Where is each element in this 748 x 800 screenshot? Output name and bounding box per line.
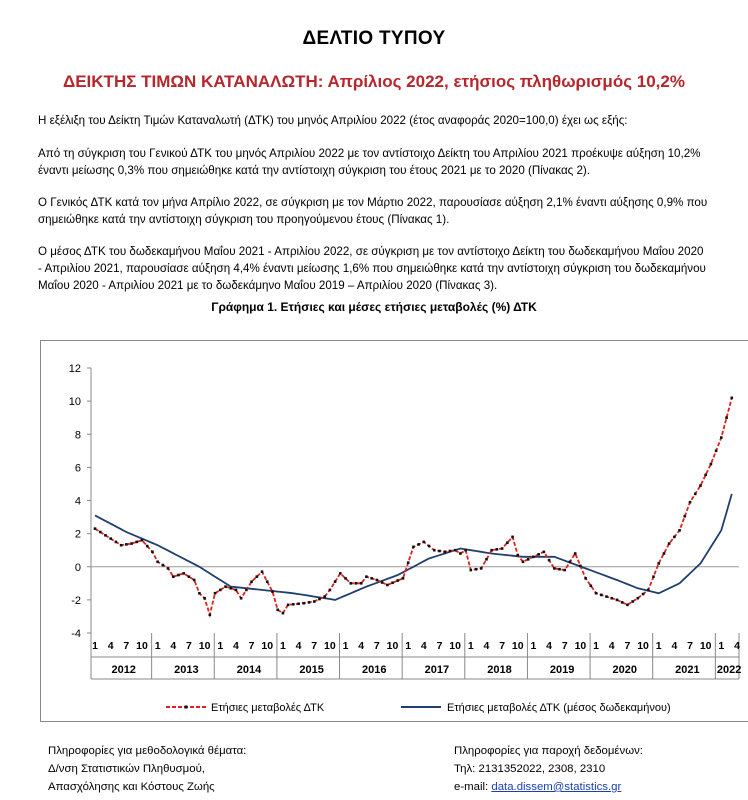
x-month-label: 4 [546, 640, 553, 652]
series-annual-point [574, 552, 577, 555]
series-annual-point [579, 565, 582, 568]
paragraph-3-line-1: Ο μέσος ΔΤΚ του δωδεκαμήνου Μαΐου 2021 - Απριλίου 2022, σε σύγκριση με τον αντίστοιχο Δείκτη του δωδεκαμήνου Μαΐου 2020 [38, 245, 704, 258]
series-annual-point [522, 560, 525, 563]
series-annual-point [595, 592, 598, 595]
paragraph-3-line-2: - Απριλίου 2021, παρουσίασε αύξηση 4,4% έναντι μείωσης 1,6% που σημειώθηκε κατά την αντίστοιχη σύγκριση του δωδεκαμήνου [38, 262, 706, 275]
series-annual-point [506, 541, 509, 544]
series-annual-point [276, 609, 279, 612]
series-annual-point [720, 436, 723, 439]
series-annual-point [381, 581, 384, 584]
paragraph-2-line-2: σημειώθηκε κατά την αντίστοιχη σύγκριση του προηγούμενου έτους (Πίνακας 1). [38, 213, 450, 226]
series-annual-point [177, 574, 180, 577]
series-annual-point [130, 542, 133, 545]
series-annual-point [167, 567, 170, 570]
series-annual-point [334, 580, 337, 583]
series-annual-point [715, 450, 718, 453]
series-annual-point [99, 531, 102, 534]
y-tick-label: 8 [74, 429, 81, 442]
series-annual-point [663, 552, 666, 555]
series-annual-point [631, 600, 634, 603]
x-year-label: 2012 [111, 664, 136, 676]
series-annual-point [339, 572, 342, 575]
series-annual-point [454, 549, 457, 552]
x-year-label: 2016 [362, 664, 387, 676]
series-annual-point [433, 549, 436, 552]
series-annual-point [219, 589, 222, 592]
series-annual-point [370, 577, 373, 580]
x-year-label: 2019 [549, 664, 575, 676]
y-tick-label: 12 [68, 363, 81, 375]
series-annual-point [214, 592, 217, 595]
series-annual-point [229, 587, 232, 590]
series-annual-point [485, 558, 488, 561]
series-annual-point [355, 582, 358, 585]
x-month-label: 4 [734, 640, 740, 652]
x-month-label: 1 [217, 640, 224, 652]
series-annual-point [104, 534, 107, 537]
series-annual-point [699, 484, 702, 487]
x-month-label: 4 [358, 640, 365, 652]
series-annual-point [188, 575, 191, 578]
footer-email-row [454, 778, 643, 796]
series-annual-point [224, 585, 227, 588]
x-month-label: 1 [92, 640, 98, 652]
series-annual-point [156, 560, 159, 563]
x-month-label: 1 [655, 640, 662, 652]
series-annual-point [464, 549, 467, 552]
series-annual-point [470, 569, 473, 572]
series-annual-point [496, 548, 499, 551]
series-annual-point [647, 589, 650, 592]
x-month-label: 7 [123, 640, 130, 652]
series-annual-point [558, 568, 561, 571]
series-annual-point [402, 577, 405, 580]
footer-phone: Τηλ: 2131352022, 2308, 2310 [454, 763, 606, 775]
series-annual-point [115, 541, 118, 544]
x-month-label: 10 [449, 640, 461, 652]
series-annual-point [250, 580, 253, 583]
series-annual-point [146, 545, 149, 548]
series-annual-point [318, 598, 321, 601]
series-annual-point [480, 567, 483, 570]
series-annual-point [261, 570, 264, 573]
series-annual-point [475, 568, 478, 571]
series-annual-point [109, 537, 112, 540]
series-annual-point [590, 584, 593, 587]
x-month-label: 4 [420, 640, 427, 652]
y-tick-label: 10 [68, 396, 81, 409]
chart-title: Γράφημα 1. Ετήσιες και μέσες ετήσιες μεταβολές (%) ΔΤΚ [211, 300, 537, 314]
series-annual-point [532, 556, 535, 559]
series-annual-point [391, 581, 394, 584]
series-annual-point [605, 595, 608, 598]
series-annual-point [637, 597, 640, 600]
series-annual-point [642, 593, 645, 596]
x-year-label: 2022 [716, 664, 742, 676]
series-annual-point [266, 580, 269, 583]
series-annual-point [297, 602, 300, 605]
series-annual-point [516, 554, 519, 557]
x-month-label: 1 [593, 640, 599, 652]
series-annual-point [271, 590, 274, 593]
x-month-label: 10 [198, 640, 211, 652]
x-month-label: 4 [671, 640, 678, 652]
footer-data-heading: Πληροφορίες για παροχή δεδομένων: [454, 745, 643, 757]
series-annual-point [313, 600, 316, 603]
x-month-label: 1 [718, 640, 725, 652]
footer-division: Απασχόλησης και Κόστους Ζωής [48, 781, 215, 793]
series-annual-point [349, 582, 352, 585]
series-annual-point [710, 463, 713, 466]
series-annual-point [376, 579, 379, 582]
legend-avg-label: Ετήσιες μεταβολές ΔΤΚ (μέσος δωδεκαμήνου) [447, 702, 671, 714]
series-annual-point [287, 604, 290, 607]
series-annual-point [120, 544, 123, 547]
series-annual-point [365, 575, 368, 578]
footer-methodology-heading: Πληροφορίες για μεθοδολογικά θέματα: [48, 745, 247, 757]
series-annual-point [527, 558, 530, 561]
legend-annual-label: Ετήσιες μεταβολές ΔΤΚ [211, 702, 325, 714]
series-annual-point [417, 543, 420, 546]
y-tick-label: -4 [71, 628, 81, 640]
paragraph-3-line-3: Μαΐου 2020 - Απριλίου 2021 με το δωδεκάμηνο Μαΐου 2019 – Απριλίου 2020 (Πίνακας 3). [38, 279, 498, 292]
series-annual-point [694, 493, 697, 496]
series-annual-point [344, 577, 347, 580]
series-annual-point [501, 547, 504, 550]
x-month-label: 4 [170, 640, 177, 652]
series-annual-point [553, 567, 556, 570]
series-annual-point [626, 604, 629, 607]
chart-frame [40, 340, 748, 722]
series-annual-point [652, 575, 655, 578]
series-annual-point [256, 575, 259, 578]
x-year-label: 2020 [612, 664, 638, 676]
y-tick-label: 0 [74, 561, 81, 574]
footer-email-link[interactable]: data.dissem@statistics.gr [491, 781, 622, 793]
x-month-label: 7 [436, 640, 443, 652]
series-annual-point [282, 612, 285, 615]
series-annual-point [323, 595, 326, 598]
series-annual-point [308, 601, 311, 604]
x-year-label: 2015 [299, 664, 324, 676]
series-annual-point [563, 569, 566, 572]
x-month-label: 4 [608, 640, 615, 652]
series-annual-point [668, 542, 671, 545]
series-annual-point [412, 546, 415, 549]
series-annual-point [548, 559, 551, 562]
series-annual-point [600, 594, 603, 597]
x-month-label: 7 [624, 640, 631, 652]
y-tick-label: 4 [74, 495, 81, 508]
series-annual-point [386, 584, 389, 587]
series-annual-point [689, 501, 692, 504]
intro-paragraph: Η εξέλιξη του Δείκτη Τιμών Καταναλωτή (ΔΤΚ) του μηνός Απριλίου 2022 (έτος αναφοράς 2020=100,0) έχει ως εξής: [38, 114, 628, 127]
x-month-label: 10 [386, 640, 399, 652]
series-annual-point [209, 613, 212, 616]
y-tick-label: 2 [74, 528, 81, 541]
series-annual-point [193, 579, 196, 582]
series-annual-point [569, 560, 572, 563]
x-year-label: 2018 [487, 664, 512, 676]
series-annual-point [673, 536, 676, 539]
x-month-label: 10 [574, 640, 587, 652]
series-annual-point [543, 551, 546, 554]
series-annual-point [329, 589, 332, 592]
x-month-label: 10 [699, 640, 712, 652]
x-month-label: 1 [154, 640, 161, 652]
series-annual-point [704, 474, 707, 477]
series-annual-point [135, 541, 138, 544]
series-annual-point [235, 589, 238, 592]
x-month-label: 1 [405, 640, 412, 652]
series-annual-point [360, 582, 363, 585]
x-month-label: 10 [136, 640, 148, 652]
series-annual-point [490, 549, 493, 552]
series-annual-point [584, 577, 587, 580]
series-annual-point [94, 527, 97, 530]
series-annual-point [245, 589, 248, 592]
x-month-label: 10 [511, 640, 524, 652]
x-month-label: 7 [687, 640, 693, 652]
series-annual-point [182, 572, 185, 575]
x-month-label: 4 [295, 640, 302, 652]
y-tick-label: 6 [74, 462, 81, 475]
series-annual-point [428, 545, 431, 548]
footer-data-contact [454, 742, 643, 796]
x-month-label: 7 [373, 640, 380, 652]
footer-email-label: e-mail: [454, 781, 489, 793]
series-annual-point [730, 397, 733, 400]
series-annual-point [684, 515, 687, 518]
x-month-label: 10 [324, 640, 336, 652]
x-year-label: 2014 [236, 664, 262, 676]
series-annual-point [423, 541, 426, 544]
series-annual-point [396, 579, 399, 582]
series-annual-point [141, 539, 144, 542]
series-annual-point [407, 561, 410, 564]
series-annual-point [537, 553, 540, 556]
x-month-label: 7 [561, 640, 568, 652]
series-annual-point [621, 601, 624, 604]
series-annual-line [95, 398, 732, 615]
series-annual-point [610, 597, 613, 600]
series-annual-point [443, 551, 446, 554]
series-annual-point [151, 551, 154, 554]
series-annual-point [302, 602, 305, 605]
paragraph-1-line-2: έναντι μείωσης 0,3% που σημειώθηκε κατά την αντίστοιχη σύγκριση του έτους 2021 με το 2020 (Πίνακας 2). [38, 164, 591, 177]
x-month-label: 10 [261, 640, 274, 652]
series-annual-point [657, 562, 660, 565]
footer-methodology [48, 742, 246, 796]
series-annual-point [162, 564, 165, 567]
series-annual-point [449, 550, 452, 553]
series-annual-point [459, 552, 462, 555]
x-year-label: 2017 [424, 664, 450, 676]
x-month-label: 7 [248, 640, 255, 652]
x-month-label: 7 [499, 640, 506, 652]
x-month-label: 1 [342, 640, 349, 652]
paragraph-2-line-1: Ο Γενικός ΔΤΚ κατά τον μήνα Απρίλιο 2022, σε σύγκριση με τον Μάρτιο 2022, παρουσίασε αύξηση 2,1% έναντι αύξησης 0,9% που [38, 196, 708, 209]
x-year-label: 2013 [174, 664, 199, 676]
page-subtitle: ΔΕΙΚΤΗΣ ΤΙΜΩΝ ΚΑΤΑΝΑΛΩΤΗ: Απρίλιος 2022, ετήσιος πληθωρισμός 10,2% [63, 72, 685, 91]
x-month-label: 4 [107, 640, 114, 652]
page-title: ΔΕΛΤΙΟ ΤΥΠΟΥ [302, 28, 446, 49]
x-month-label: 1 [279, 640, 286, 652]
series-annual-point [125, 543, 128, 546]
series-annual-point [511, 536, 514, 539]
x-month-label: 10 [637, 640, 649, 652]
legend-annual-marker [185, 706, 188, 709]
series-annual-point [172, 575, 175, 578]
series-annual-point [198, 592, 201, 595]
x-month-label: 4 [483, 640, 490, 652]
series-annual-point [292, 603, 295, 606]
series-annual-point [678, 529, 681, 532]
x-month-label: 7 [186, 640, 192, 652]
x-year-label: 2021 [675, 664, 700, 676]
x-month-label: 4 [233, 640, 239, 652]
series-annual-point [203, 597, 206, 600]
series-annual-point [616, 599, 619, 602]
footer-directorate: Δ/νση Στατιστικών Πληθυσμού, [48, 763, 205, 775]
x-month-label: 1 [530, 640, 537, 652]
y-tick-label: -2 [71, 594, 81, 607]
series-annual-point [438, 550, 441, 553]
x-month-label: 7 [311, 640, 318, 652]
series-annual-point [725, 416, 728, 419]
x-month-label: 1 [467, 640, 474, 652]
paragraph-1-line-1: Από τη σύγκριση του Γενικού ΔΤΚ του μηνός Απριλίου 2022 με τον αντίστοιχο Δείκτη του Απριλίου 2021 προέκυψε αύξηση 10,2% [38, 147, 701, 160]
series-annual-point [240, 597, 243, 600]
line-chart [41, 341, 748, 721]
